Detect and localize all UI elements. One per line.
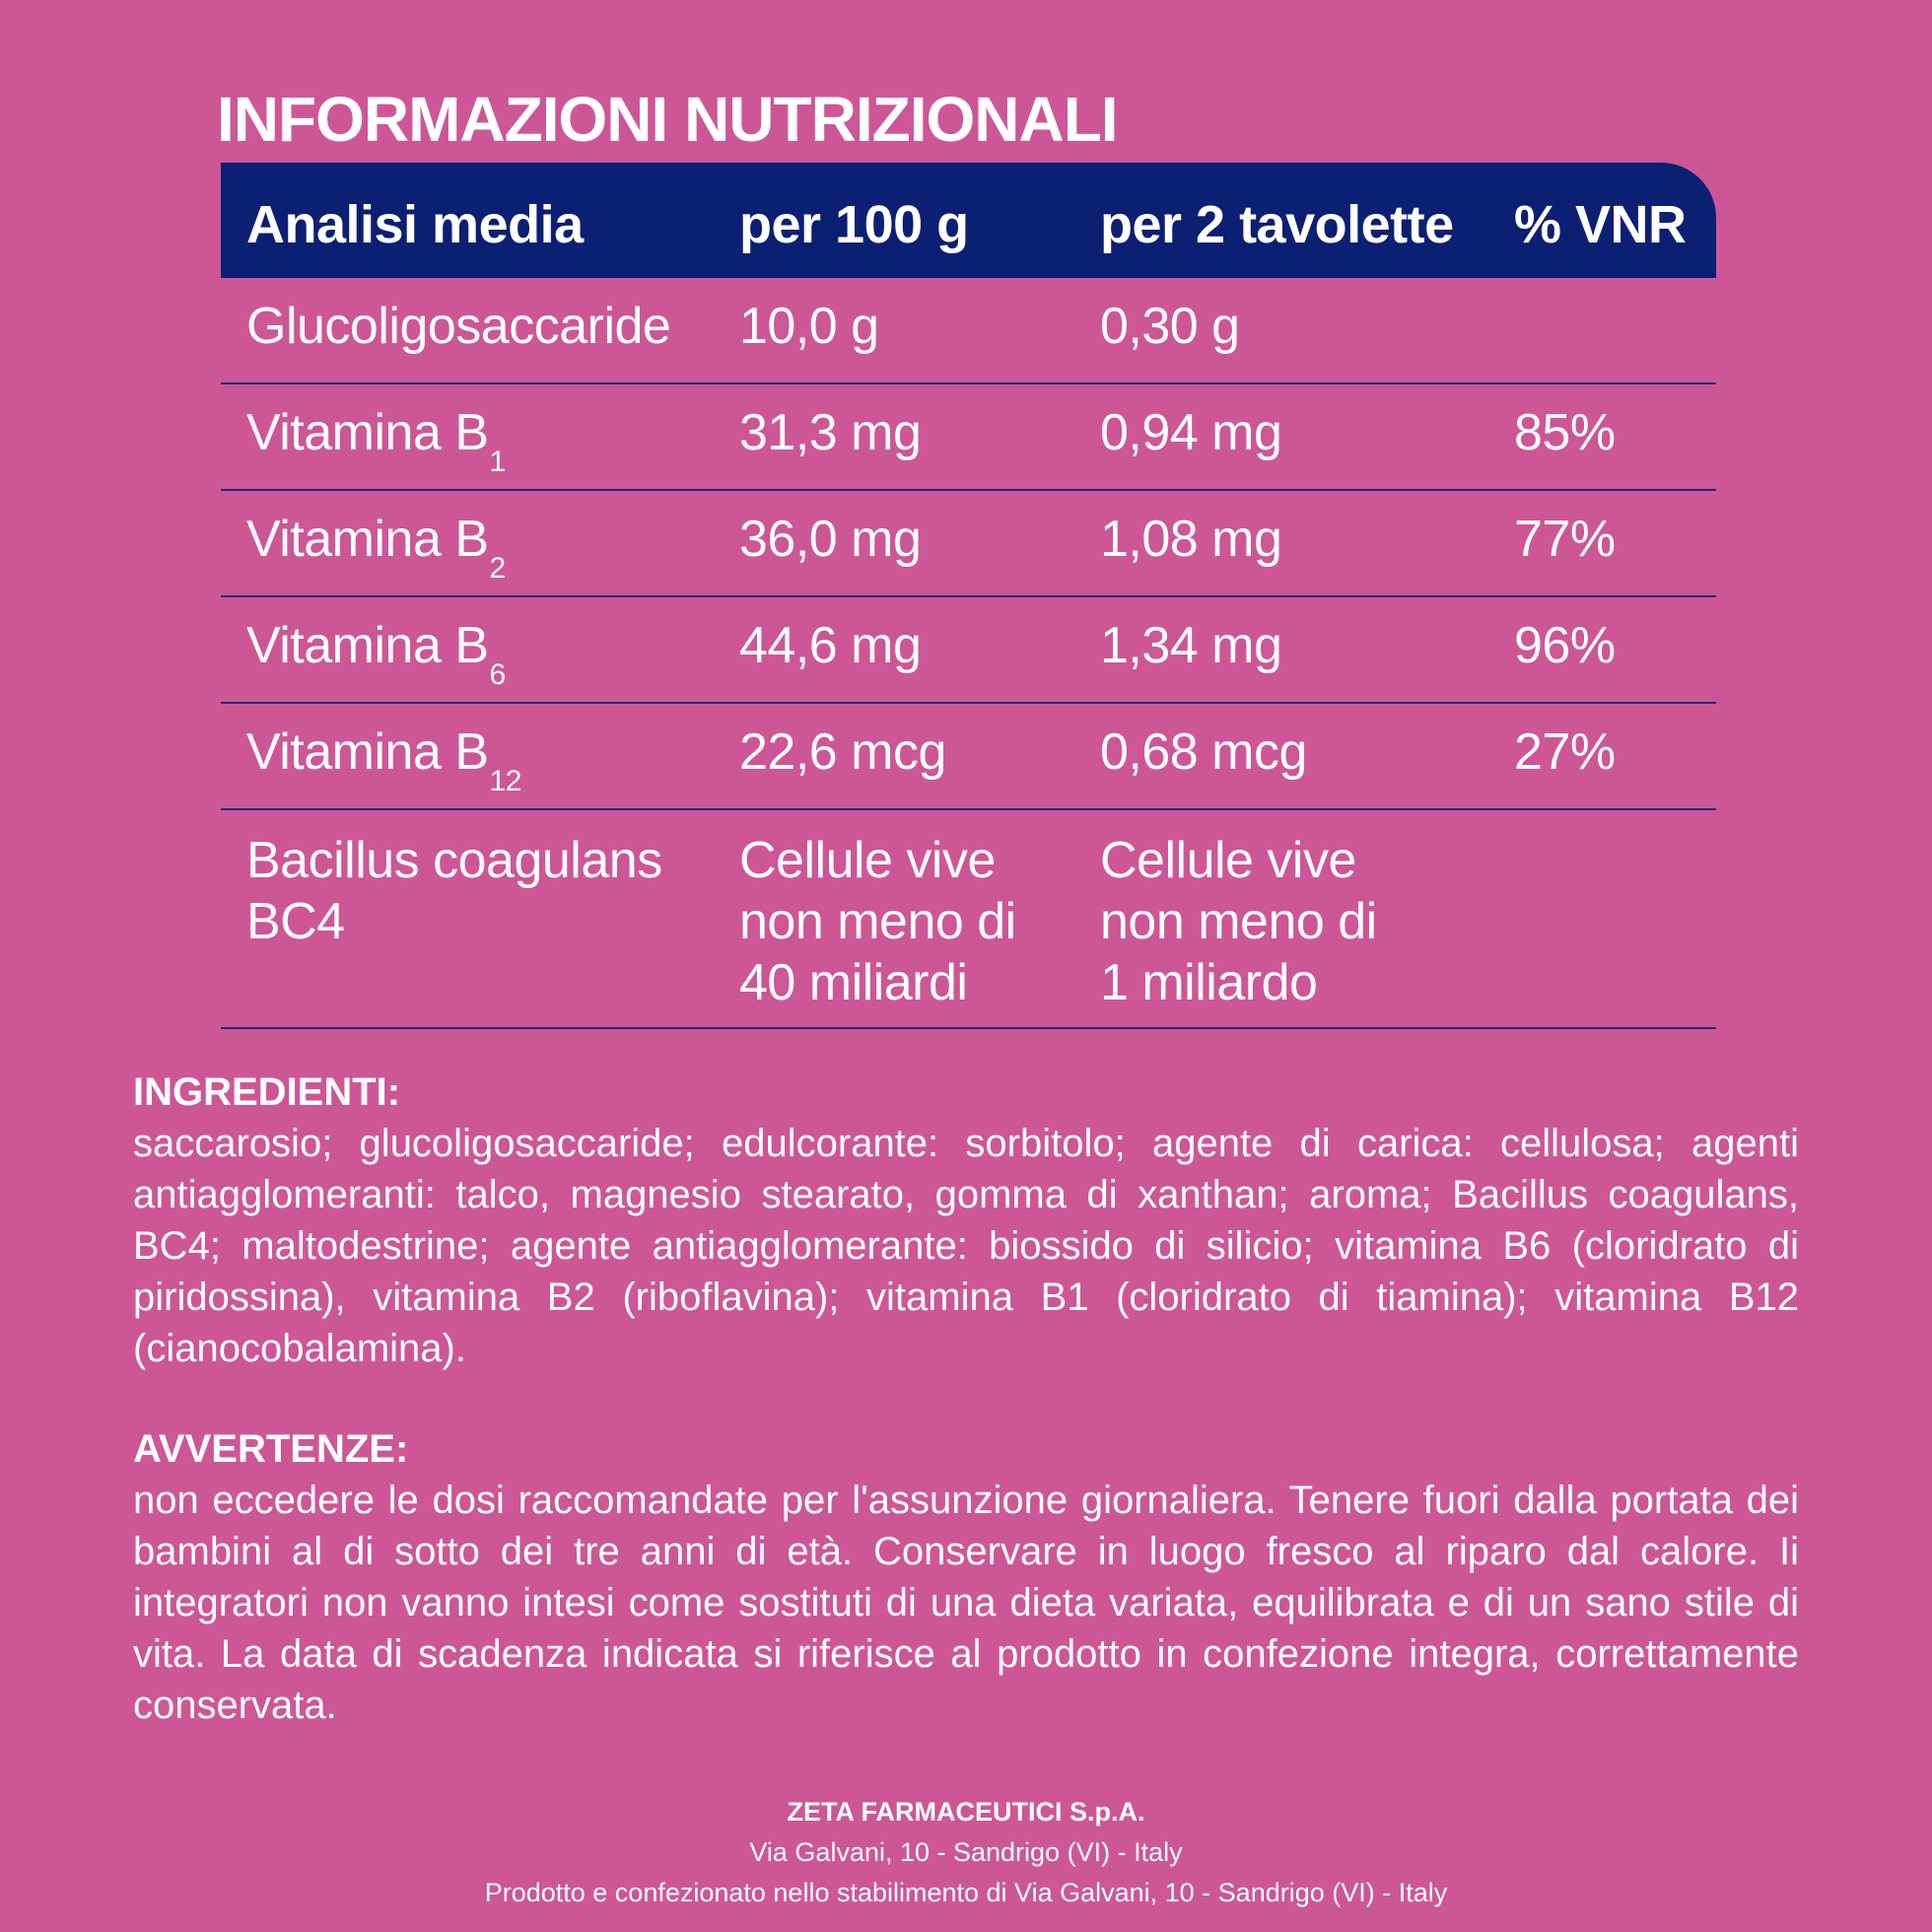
value-vnr: 85% [1514,404,1616,461]
nutrient-name: Vitamina $B_1$ [246,404,506,478]
company-address: Via Galvani, 10 - Sandrigo (VI) - Italy [749,1837,1183,1867]
header-analisi-media: Analisi media [246,195,584,254]
value-vnr: 77% [1514,511,1616,568]
header-vnr: % VNR [1514,195,1687,254]
value-per-2-tavolette: 0,30 g [1100,298,1240,355]
table-row-bacillus [221,810,1716,1029]
table-row [221,278,1716,384]
value-per-100g: 36,0 mg [739,511,922,568]
value-per-100g: 22,6 mcg [739,724,946,781]
ingredients-section [133,1067,1799,1374]
page-title: INFORMAZIONI NUTRIZIONALI [217,84,1118,155]
value-per-2-tavolette: 1,08 mg [1100,511,1282,568]
value-vnr: 27% [1514,724,1616,781]
nutrient-name: Glucoligosaccaride [246,298,671,355]
value-per-2-tavolette: 1,34 mg [1100,617,1282,674]
nutrient-name: Vitamina $B_{12}$ [246,724,521,797]
value-per-100g: 44,6 mg [739,617,922,674]
table-header [221,163,1716,278]
table-row [221,597,1716,704]
nutrient-name: Bacillus coagulans BC4 [246,832,662,950]
value-per-100g: 31,3 mg [739,404,922,461]
header-per-100g: per 100 g [739,195,969,254]
value-per-100g: 10,0 g [739,298,879,355]
value-per-100g: Cellule vive non meno di 40 miliardi [739,832,1016,1011]
value-per-2-tavolette: 0,68 mcg [1100,724,1307,781]
nutrition-table [221,163,1716,1029]
company-name: ZETA FARMACEUTICI S.p.A. [787,1797,1145,1827]
value-vnr: 96% [1514,617,1616,674]
value-per-2-tavolette: Cellule vive non meno di 1 miliardo [1100,832,1377,1011]
manufacturer-footer [0,1792,1932,1913]
table-row [221,704,1716,810]
production-note: Prodotto e confezionato nello stabilimento di Via Galvani, 10 - Sandrigo (VI) - Italy [484,1878,1448,1907]
warnings-section [133,1423,1799,1731]
nutrient-name: Vitamina $B_6$ [246,617,506,691]
ingredients-text: saccarosio; glucoligosaccaride; edulcorante: sorbitolo; agente di carica: cellulosa; agenti antiagglomeranti: talco, magnesio stearato, gomma di xanthan; aroma; Bacillus coagulans, BC4; maltodestrine; agente antiagglomerante: biossido di silicio; vitamina B6 (cloridrato di piridossina), vitamina B2 (riboflavina); vitamina B1 (cloridrato di tiamina); vitamina B12 (cianocobalamina). [133,1122,1799,1370]
table-row [221,491,1716,597]
nutrient-name: Vitamina $B_2$ [246,511,506,585]
warnings-heading: AVVERTENZE: [133,1427,409,1471]
table-row [221,384,1716,491]
header-per-2-tavolette: per 2 tavolette [1100,195,1454,254]
ingredients-heading: INGREDIENTI: [133,1070,401,1114]
value-per-2-tavolette: 0,94 mg [1100,404,1282,461]
warnings-text: non eccedere le dosi raccomandate per l'assunzione giornaliera. Tenere fuori dalla portata dei bambini al di sotto dei tre anni di età. Conservare in luogo fresco al riparo dal calore. Ii integratori non vanno intesi come sostituti di una dieta variata, equilibrata e di un sano stile di vita. La data di scadenza indicata si riferisce al prodotto in confezione integra, correttamente conservata. [133,1479,1799,1727]
